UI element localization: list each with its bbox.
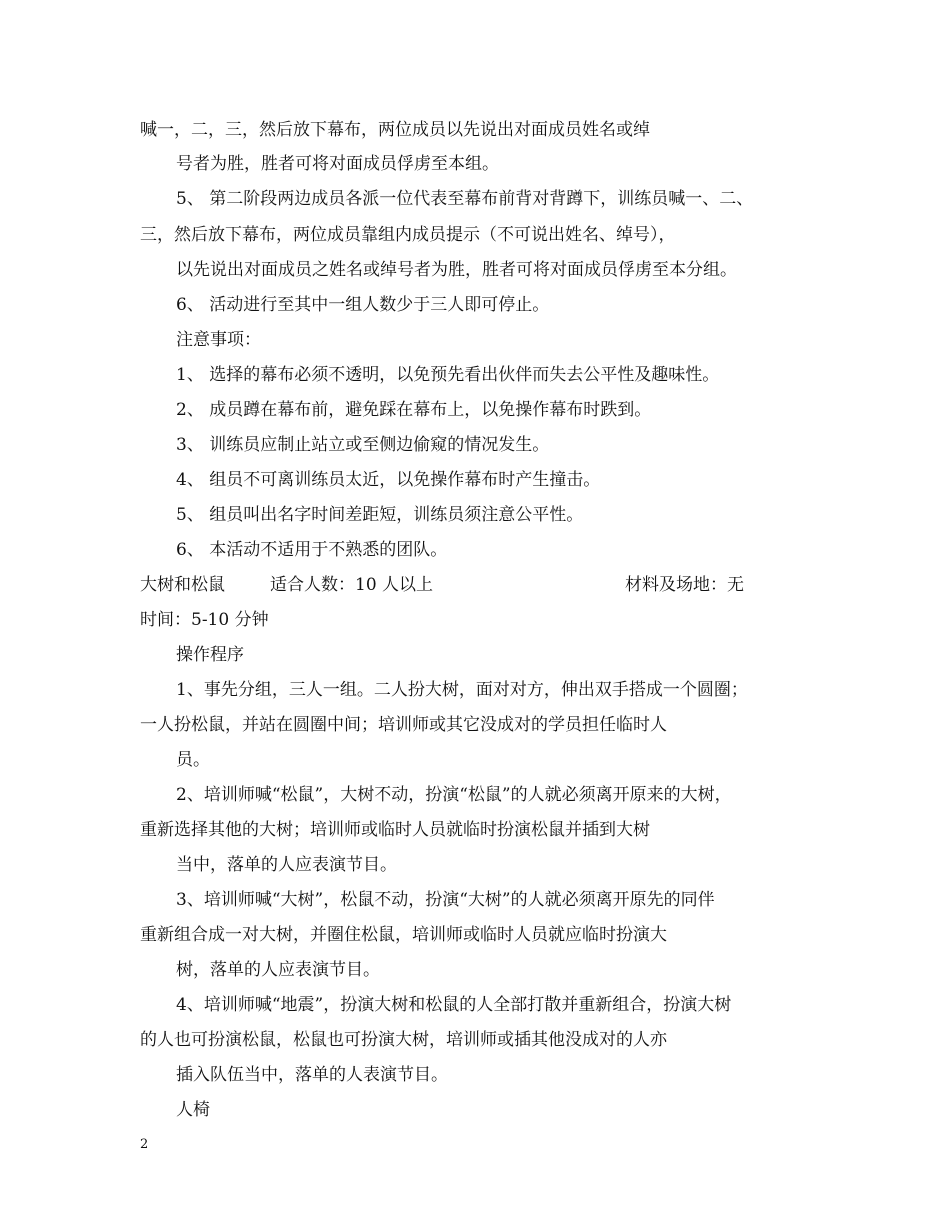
page-number: 2 [140,1137,149,1152]
text-line: 号者为胜，胜者可将对面成员俘虏至本组。 [176,154,499,174]
text-line: 一人扮松鼠，并站在圆圈中间；培训师或其它没成对的学员担任临时人 [140,715,667,735]
text-line: 5、 第二阶段两边成员各派一位代表至幕布前背对背蹲下，训练员喊一、二、 [176,189,754,209]
text-line: 树，落单的人应表演节目。 [176,960,380,980]
text-line: 2、 成员蹲在幕布前，避免踩在幕布上，以免操作幕布时跌到。 [176,400,652,420]
game-materials: 材料及场地：无 [625,575,744,595]
text-line: 喊一，二，三，然后放下幕布，两位成员以先说出对面成员姓名或绰 [140,120,650,140]
text-line: 4、培训师喊“地震”，扮演大树和松鼠的人全部打散并重新组合，扮演大树 [176,995,732,1015]
text-line: 6、 本活动不适用于不熟悉的团队。 [176,540,448,560]
text-line: 3、培训师喊“大树”，松鼠不动，扮演“大树”的人就必须离开原先的同伴 [176,890,715,910]
text-line: 2、培训师喊“松鼠”，大树不动，扮演“松鼠”的人就必须离开原来的大树， [176,785,732,805]
text-line: 5、 组员叫出名字时间差距短，训练员须注意公平性。 [176,505,584,525]
text-line: 3、 训练员应制止站立或至侧边偷窥的情况发生。 [176,435,550,455]
section-heading: 注意事项： [176,330,261,350]
section-heading: 操作程序 [176,645,244,665]
text-line: 员。 [176,750,210,770]
text-line: 重新选择其他的大树；培训师或临时人员就临时扮演松鼠并插到大树 [140,820,650,840]
game-time: 时间：5-10 分钟 [140,610,269,630]
text-line: 三，然后放下幕布，两位成员靠组内成员提示（不可说出姓名、绰号）， [140,225,676,245]
text-line: 的人也可扮演松鼠，松鼠也可扮演大树，培训师或插其他没成对的人亦 [140,1030,667,1050]
text-line: 1、 选择的幕布必须不透明，以免预先看出伙伴而失去公平性及趣味性。 [176,365,720,385]
text-line: 当中，落单的人应表演节目。 [176,855,397,875]
text-line: 插入队伍当中，落单的人表演节目。 [176,1065,448,1085]
text-line: 1、事先分组，三人一组。二人扮大树，面对对方，伸出双手搭成一个圆圈； [176,680,748,700]
text-line: 6、 活动进行至其中一组人数少于三人即可停止。 [176,295,550,315]
text-line: 重新组合成一对大树，并圈住松鼠，培训师或临时人员就应临时扮演大 [140,925,667,945]
game-title: 大树和松鼠 [140,575,225,595]
game-players: 适合人数：10 人以上 [270,575,434,595]
text-line: 以先说出对面成员之姓名或绰号者为胜，胜者可将对面成员俘虏至本分组。 [176,260,737,280]
section-heading: 人椅 [176,1100,210,1120]
text-line: 4、 组员不可离训练员太近，以免操作幕布时产生撞击。 [176,470,601,490]
